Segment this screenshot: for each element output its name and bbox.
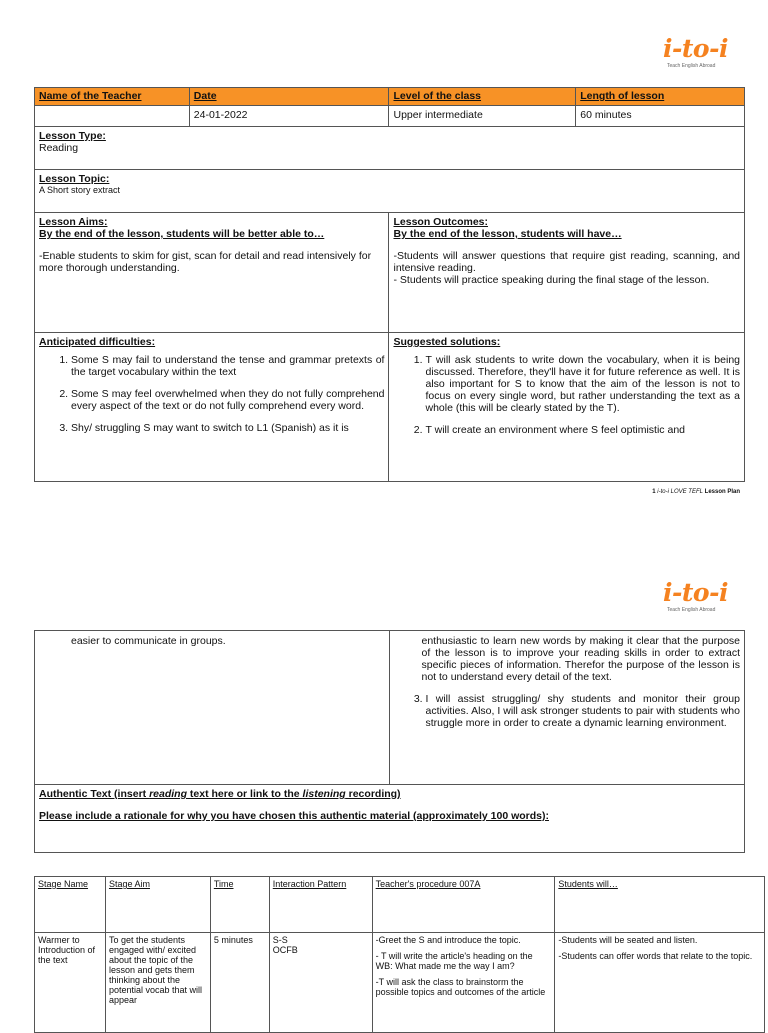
difficulties-solutions-row — [35, 333, 745, 482]
interaction-2: OCFB — [272, 945, 298, 955]
solution-item: 1. T will ask students to write down the vocabulary, when it is being discussed. Therefore, they'll have it for future reference as well. It is also important for S to know that the aim of the lesson is not to focus on every single word, but rather understanding the text as a whole (this will be clearly stated by the T). — [425, 354, 740, 414]
teacher-name-value — [35, 106, 190, 127]
stage-teacher-cell — [372, 933, 555, 1033]
aims-text: -Enable students to skim for gist, scan for detail and read intensively for more thorough understanding. — [39, 250, 372, 274]
difficulties-continued-cell — [35, 631, 390, 785]
stage-table — [34, 876, 765, 1033]
outcomes-text-1: -Students will answer questions that require gist reading, scanning, and intensive reading. — [393, 250, 740, 274]
continued-row — [35, 631, 745, 785]
header-date: Date — [189, 88, 389, 106]
stage-row — [35, 933, 765, 1033]
solutions-cell — [389, 333, 745, 482]
stage-name-cell: Warmer to Introduction of the text — [35, 933, 106, 1033]
stage-time-cell: 5 minutes — [210, 933, 269, 1033]
page-number: 1 — [652, 489, 656, 495]
solution-continued-text: enthusiastic to learn new words by making it clear that the purpose of the lesson is to improve your reading skills in order to extract specific pieces of information. Therefor the purpose of the lesson is not to understand every detail of the text. — [421, 635, 740, 683]
lesson-topic-value: A Short story extract — [39, 185, 121, 195]
solution-item: 3. I will assist struggling/ shy students and monitor their group activities. Also, I will ask stronger students to pair with students who struggle more in order to create a dynamic learning environment. — [426, 693, 741, 729]
students-step: -Students can offer words that relate to the topic. — [558, 951, 753, 961]
outcomes-sub: By the end of the lesson, students will have… — [393, 228, 622, 240]
lesson-topic-row — [35, 170, 745, 213]
difficulty-item: 1. Some S may fail to understand the tense and grammar pretexts of the target vocabulary within the text — [71, 354, 384, 378]
lesson-type-row — [35, 127, 745, 170]
i-to-i-logo — [663, 36, 753, 69]
logo-tagline: Teach English Abroad — [667, 607, 716, 613]
students-step: -Students will be seated and listen. — [558, 935, 698, 945]
aims-outcomes-row — [35, 213, 745, 333]
i-to-i-logo-page2 — [663, 580, 753, 613]
difficulty-continued-text: easier to communicate in groups. — [71, 635, 226, 647]
outcomes-label: Lesson Outcomes: — [393, 216, 489, 228]
solutions-continued-cell — [389, 631, 745, 785]
aims-sub: By the end of the lesson, students will be better able to… — [39, 228, 325, 240]
lesson-type-label: Lesson Type: — [39, 130, 106, 142]
outcomes-text-2: - Students will practice speaking during the final stage of the lesson. — [393, 274, 710, 286]
footer-suffix: Lesson Plan — [704, 489, 740, 495]
difficulty-item: 2. Some S may feel overwhelmed when they do not fully comprehend every aspect of the text or do not fully comprehend every word. — [71, 388, 384, 412]
stage-header-aim: Stage Aim — [105, 877, 210, 933]
level-value: Upper intermediate — [389, 106, 576, 127]
difficulties-label: Anticipated difficulties: — [39, 336, 156, 348]
page-footer — [652, 489, 740, 495]
authentic-rationale-heading: Please include a rationale for why you have chosen this authentic material (approximately 100 words): — [39, 810, 549, 822]
lesson-topic-label: Lesson Topic: — [39, 173, 110, 185]
outcomes-cell — [389, 213, 745, 333]
solutions-label: Suggested solutions: — [393, 336, 501, 348]
header-row — [35, 88, 745, 106]
header-level: Level of the class — [389, 88, 576, 106]
interaction-1: S-S — [272, 935, 288, 945]
teacher-step: -T will ask the class to brainstorm the possible topics and outcomes of the article — [375, 977, 546, 997]
logo-text: i-to-i — [663, 34, 728, 63]
lesson-plan-table — [34, 87, 745, 482]
footer-brand: i-to-i LOVE TEFL — [657, 489, 703, 495]
date-value: 24-01-2022 — [189, 106, 389, 127]
authentic-text-row — [35, 785, 745, 853]
aims-label: Lesson Aims: — [39, 216, 108, 228]
lesson-topic-cell — [35, 170, 745, 213]
stage-interaction-cell — [269, 933, 372, 1033]
stage-header-name: Stage Name — [35, 877, 106, 933]
lesson-plan-continued-table — [34, 630, 745, 853]
stage-students-cell — [555, 933, 765, 1033]
header-length: Length of lesson — [576, 88, 745, 106]
aims-cell — [35, 213, 389, 333]
length-value: 60 minutes — [576, 106, 745, 127]
authentic-text-cell — [35, 785, 745, 853]
stage-header-students: Students will… — [555, 877, 765, 933]
teacher-step: -Greet the S and introduce the topic. — [375, 935, 521, 945]
difficulty-item: 3. Shy/ struggling S may want to switch to L1 (Spanish) as it is — [71, 422, 384, 434]
difficulties-cell — [35, 333, 389, 482]
header-teacher-name: Name of the Teacher — [35, 88, 190, 106]
logo-text: i-to-i — [663, 578, 728, 607]
stage-header-row — [35, 877, 765, 933]
header-values-row — [35, 106, 745, 127]
stage-header-teacher: Teacher's procedure 007A — [372, 877, 555, 933]
lesson-type-value: Reading — [39, 142, 79, 154]
stage-aim-cell: To get the students engaged with/ excited about the topic of the lesson and gets them thinking about the potential vocab that will appear — [105, 933, 210, 1033]
stage-header-time: Time — [210, 877, 269, 933]
authentic-text-heading: Authentic Text (insert reading text here or link to the listening recording) — [39, 788, 401, 800]
lesson-type-cell — [35, 127, 745, 170]
stage-header-interaction: Interaction Pattern — [269, 877, 372, 933]
teacher-step: - T will write the article's heading on the WB: What made me the way I am? — [375, 951, 533, 971]
logo-tagline: Teach English Abroad — [667, 63, 716, 69]
solution-item: 2. T will create an environment where S feel optimistic and — [425, 424, 740, 436]
